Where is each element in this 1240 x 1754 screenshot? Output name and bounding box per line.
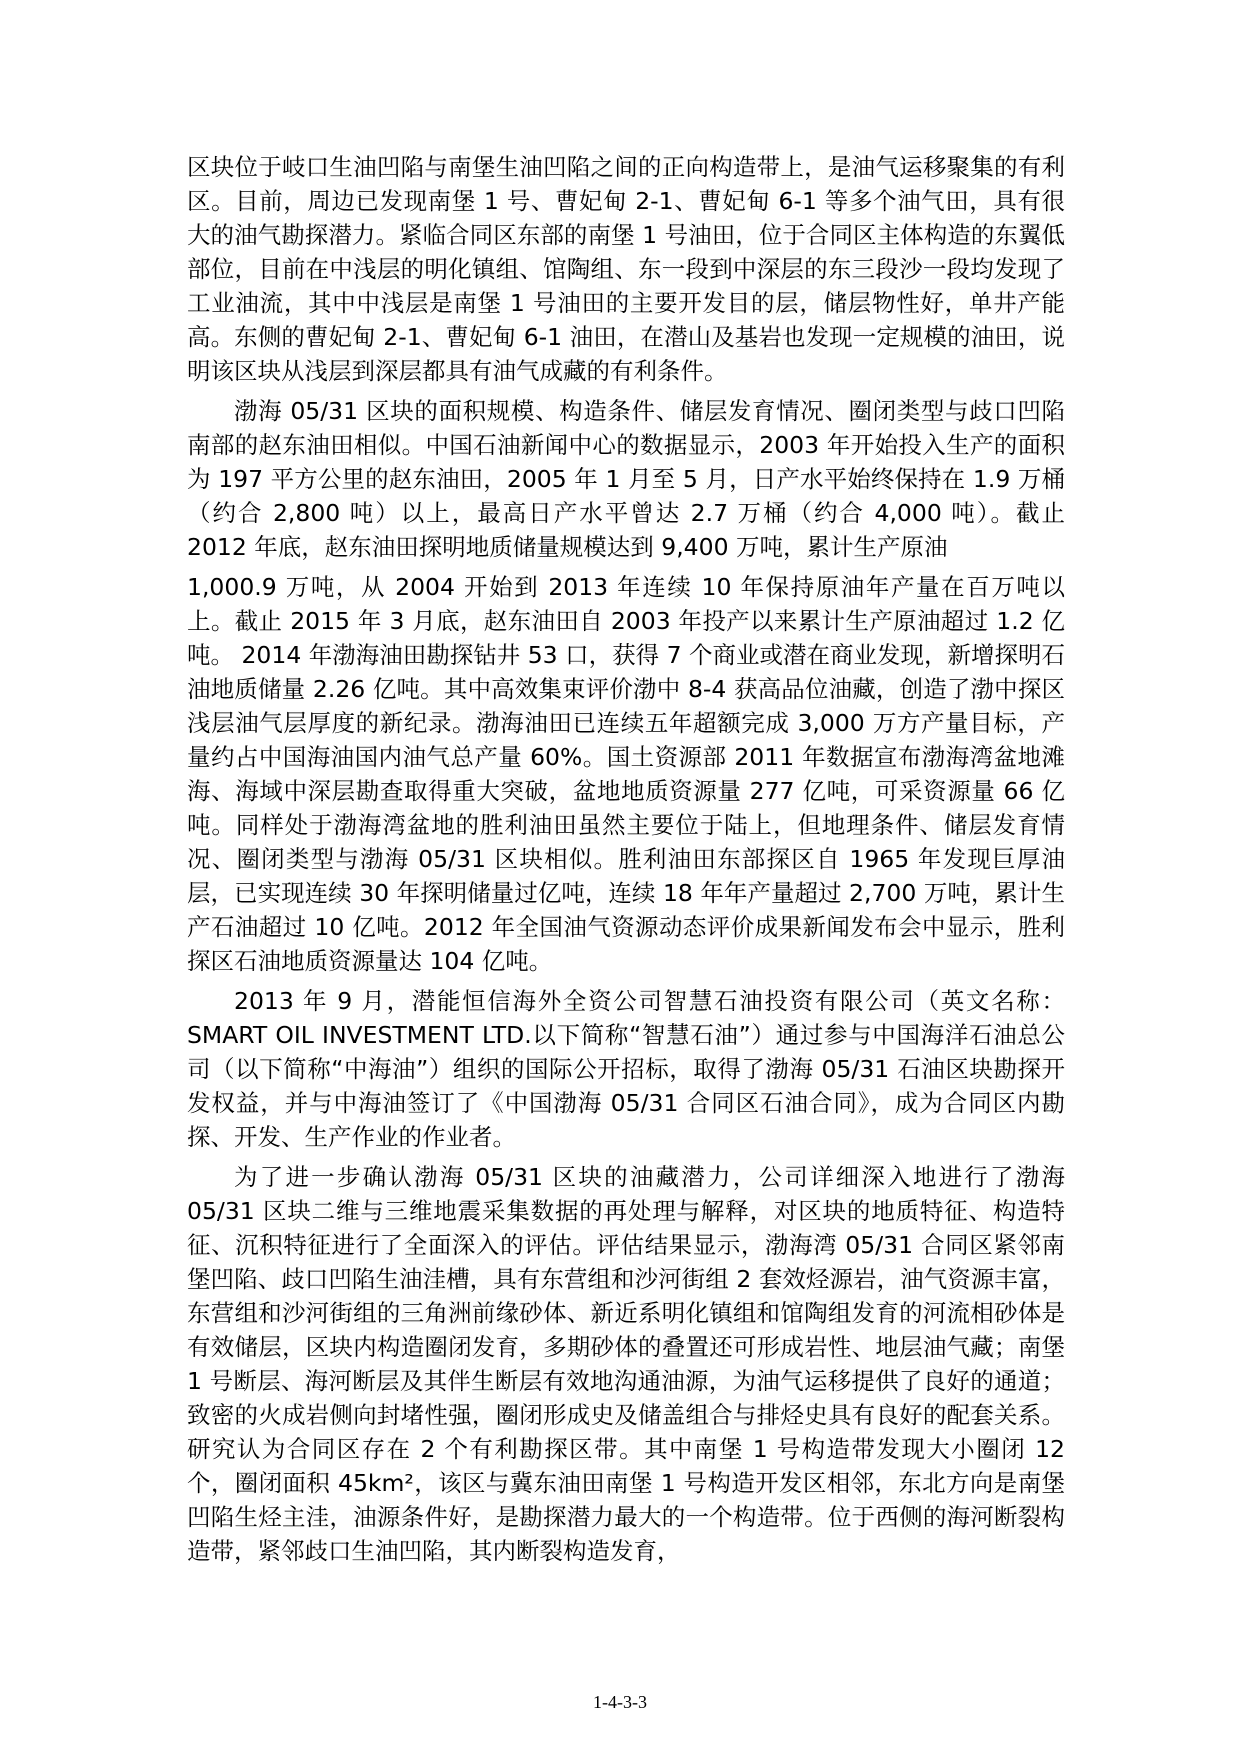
paragraph-4: 2013 年 9 月，潜能恒信海外全资公司智慧石油投资有限公司（英文名称：SMART OIL INVESTMENT LTD.以下简称“智慧石油”）通过参与中国海洋石油总公司（以下简称“中海油”）组织的国际公开招标，取得了渤海 05/31 石油区块勘探开发权益，并与中海油签订了《中国渤海 05/31 合同区石油合同》，成为合同区内勘探、开发、生产作业的作业者。: [187, 987, 1065, 1151]
paragraph-2: 渤海 05/31 区块的面积规模、构造条件、储层发育情况、圈闭类型与歧口凹陷南部的赵东油田相似。中国石油新闻中心的数据显示，2003 年开始投入生产的面积为 197 平方公里的赵东油田，2005 年 1 月至 5 月，日产水平始终保持在 1.9 万桶（约合 2,800 吨）以上，最高日产水平曾达 2.7 万桶（约合 4,000 吨）。截止 2012 年底，赵东油田探明地质储量规模达到 9,400 万吨，累计生产原油: [187, 397, 1065, 561]
paragraph-1: 区块位于岐口生油凹陷与南堡生油凹陷之间的正向构造带上，是油气运移聚集的有利区。目前，周边已发现南堡 1 号、曹妃甸 2-1、曹妃甸 6-1 等多个油气田，具有很大的油气勘探潜力。紧临合同区东部的南堡 1 号油田，位于合同区主体构造的东翼低部位，目前在中浅层的明化镇组、馆陶组、东一段到中深层的东三段沙一段均发现了工业油流，其中中浅层是南堡 1 号油田的主要开发目的层，储层物性好，单井产能高。东侧的曹妃甸 2-1、曹妃甸 6-1 油田，在潜山及基岩也发现一定规模的油田，说明该区块从浅层到深层都具有油气成藏的有利条件。: [187, 153, 1065, 385]
paragraph-3: 1,000.9 万吨，从 2004 开始到 2013 年连续 10 年保持原油年产量在百万吨以上。截止 2015 年 3 月底，赵东油田自 2003 年投产以来累计生产原油超过 1.2 亿吨。 2014 年渤海油田勘探钻井 53 口，获得 7 个商业或潜在商业发现，新增探明石油地质储量 2.26 亿吨。其中高效集束评价渤中 8-4 获高品位油藏，创造了渤中探区浅层油气层厚度的新纪录。渤海油田已连续五年超额完成 3,000 万方产量目标，产量约占中国海油国内油气总产量 60%。国土资源部 2011 年数据宣布渤海湾盆地滩海、海域中深层勘查取得重大突破，盆地地质资源量 277 亿吨，可采资源量 66 亿吨。同样处于渤海湾盆地的胜利油田虽然主要位于陆上，但地理条件、储层发育情况、圈闭类型与渤海 05/31 区块相似。胜利油田东部探区自 1965 年发现巨厚油层，已实现连续 30 年探明储量过亿吨，连续 18 年年产量超过 2,700 万吨，累计生产石油超过 10 亿吨。2012 年全国油气资源动态评价成果新闻发布会中显示，胜利探区石油地质资源量达 104 亿吨。: [187, 573, 1065, 975]
page-number: 1-4-3-3: [593, 1692, 647, 1712]
body-text: [187, 150, 1065, 1574]
paragraph-5: 为了进一步确认渤海 05/31 区块的油藏潜力，公司详细深入地进行了渤海 05/31 区块二维与三维地震采集数据的再处理与解释，对区块的地质特征、构造特征、沉积特征进行了全面深入的评估。评估结果显示，渤海湾 05/31 合同区紧邻南堡凹陷、歧口凹陷生油洼槽，具有东营组和沙河街组 2 套效烃源岩，油气资源丰富，东营组和沙河街组的三角洲前缘砂体、新近系明化镇组和馆陶组发育的河流相砂体是有效储层，区块内构造圈闭发育，多期砂体的叠置还可形成岩性、地层油气藏；南堡 1 号断层、海河断层及其伴生断层有效地沟通油源，为油气运移提供了良好的通道；致密的火成岩侧向封堵性强，圈闭形成史及储盖组合与排烃史具有良好的配套关系。研究认为合同区存在 2 个有利勘探区带。其中南堡 1 号构造带发现大小圈闭 12 个，圈闭面积 45km²，该区与冀东油田南堡 1 号构造开发区相邻，东北方向是南堡凹陷生烃主洼，油源条件好，是勘探潜力最大的一个构造带。位于西侧的海河断裂构造带，紧邻歧口生油凹陷，其内断裂构造发育，: [187, 1163, 1065, 1565]
